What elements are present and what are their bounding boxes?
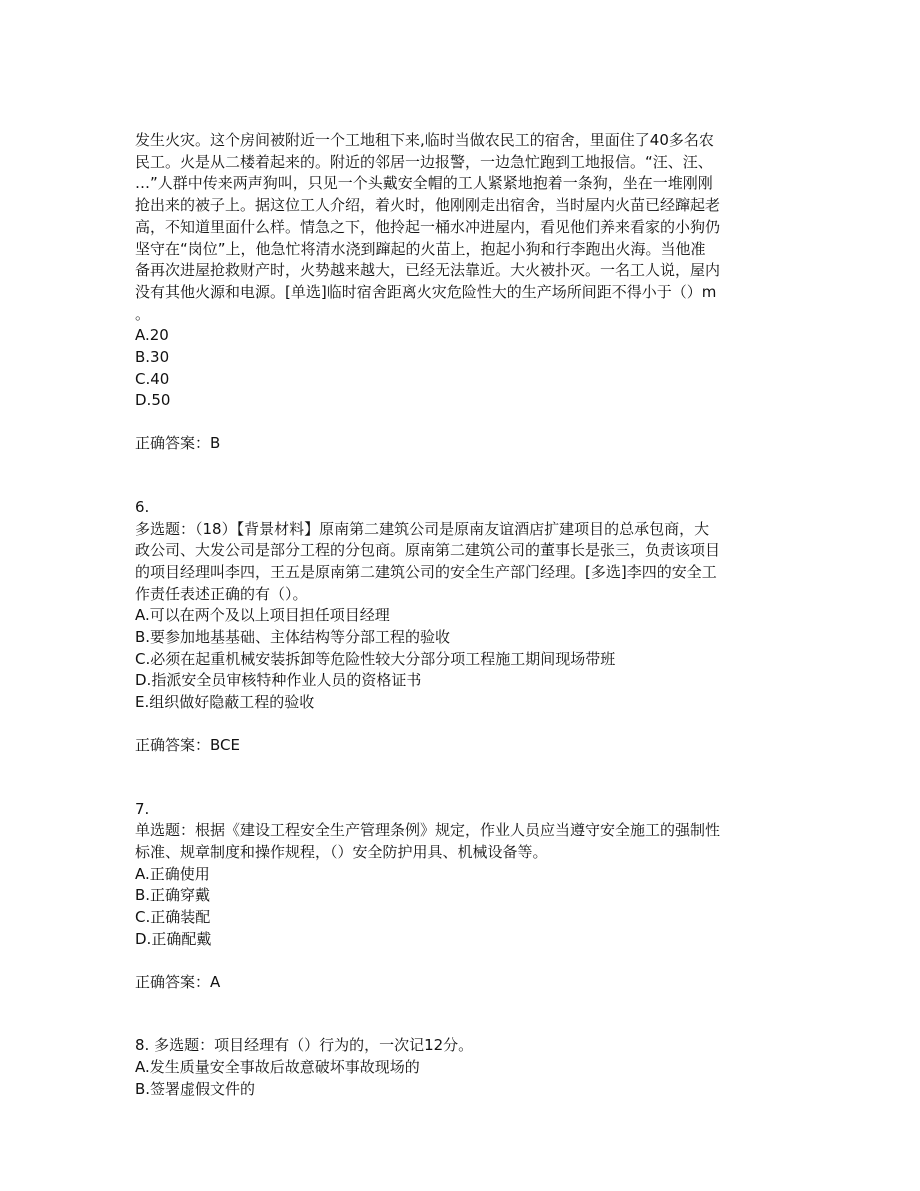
question-number: 7. xyxy=(135,799,150,818)
option-d: D.指派安全员审核特种作业人员的资格证书 xyxy=(135,671,422,690)
question-stem-line: 备再次进屋抢救财产时，火势越来越大，已经无法靠近。大火被扑灭。一名工人说，屋内 xyxy=(135,261,721,280)
question-5 xyxy=(135,130,785,455)
question-stem-line: 的项目经理叫李四，王五是原南第二建筑公司的安全生产部门经理。[多选]李四的安全工 xyxy=(135,562,717,581)
question-8 xyxy=(135,1035,785,1100)
question-stem-line: 发生火灾。这个房间被附近一个工地租下来,临时当做农民工的宿舍，里面住了40多名农 xyxy=(135,131,714,149)
question-stem-line: 单选题：根据《建设工程安全生产管理条例》规定，作业人员应当遵守安全施工的强制性 xyxy=(135,821,721,840)
option-e: E.组织做好隐蔽工程的验收 xyxy=(135,693,315,712)
option-b: B.要参加地基基础、主体结构等分部工程的验收 xyxy=(135,628,451,647)
question-stem-line: 民工。火是从二楼着起来的。附近的邻居一边报警，一边急忙跑到工地报信。“汪、汪、 xyxy=(135,152,713,171)
question-stem-line: 标准、规章制度和操作规程，（）安全防护用具、机械设备等。 xyxy=(135,842,548,861)
question-stem-line: 坚守在“岗位”上，他急忙将清水浇到蹿起的火苗上，抱起小狗和行李跑出火海。当他准 xyxy=(135,239,706,258)
question-stem-line: 8. 多选题：项目经理有（）行为的，一次记12分。 xyxy=(135,1036,474,1055)
option-c: C.必须在起重机械安装拆卸等危险性较大分部分项工程施工期间现场带班 xyxy=(135,649,616,668)
question-stem-line: …”人群中传来两声狗叫，只见一个头戴安全帽的工人紧紧地抱着一条狗，坐在一堆刚刚 xyxy=(135,174,713,193)
correct-answer: 正确答案：BCE xyxy=(135,735,240,754)
option-a: A.发生质量安全事故后故意破坏事故现场的 xyxy=(135,1057,420,1076)
question-stem-line: 抢出来的被子上。据这位工人介绍，着火时，他刚刚走出宿舍，当时屋内火苗已经蹿起老 xyxy=(135,196,721,215)
question-6 xyxy=(135,497,785,757)
option-d: D.50 xyxy=(135,391,171,410)
option-c: C.40 xyxy=(135,369,170,388)
option-b: B.正确穿戴 xyxy=(135,886,211,905)
option-d: D.正确配戴 xyxy=(135,929,212,948)
question-number: 6. xyxy=(135,497,150,516)
option-b: B.30 xyxy=(135,348,170,367)
question-stem-line: 。 xyxy=(135,304,151,323)
correct-answer: 正确答案：B xyxy=(135,434,221,453)
question-stem-line: 作责任表述正确的有（）。 xyxy=(135,584,308,603)
option-b: B.签署虚假文件的 xyxy=(135,1079,256,1098)
question-stem-line: 没有其他火源和电源。[单选]临时宿舍距离火灾危险性大的生产场所间距不得小于（）m xyxy=(135,282,717,301)
option-c: C.正确装配 xyxy=(135,908,211,927)
correct-answer: 正确答案：A xyxy=(135,972,221,991)
option-a: A.正确使用 xyxy=(135,864,210,883)
option-a: A.20 xyxy=(135,326,169,345)
question-stem-line: 政公司、大发公司是部分工程的分包商。原南第二建筑公司的董事长是张三，负责该项目 xyxy=(135,541,721,560)
option-a: A.可以在两个及以上项目担任项目经理 xyxy=(135,606,390,625)
exam-document xyxy=(135,130,785,1100)
question-stem-line: 多选题：（18）【背景材料】原南第二建筑公司是原南友谊酒店扩建项目的总承包商，大 xyxy=(135,519,710,538)
question-stem-line: 高，不知道里面什么样。情急之下，他拎起一桶水冲进屋内，看见他们养来看家的小狗仍 xyxy=(135,217,721,236)
question-7 xyxy=(135,799,785,994)
